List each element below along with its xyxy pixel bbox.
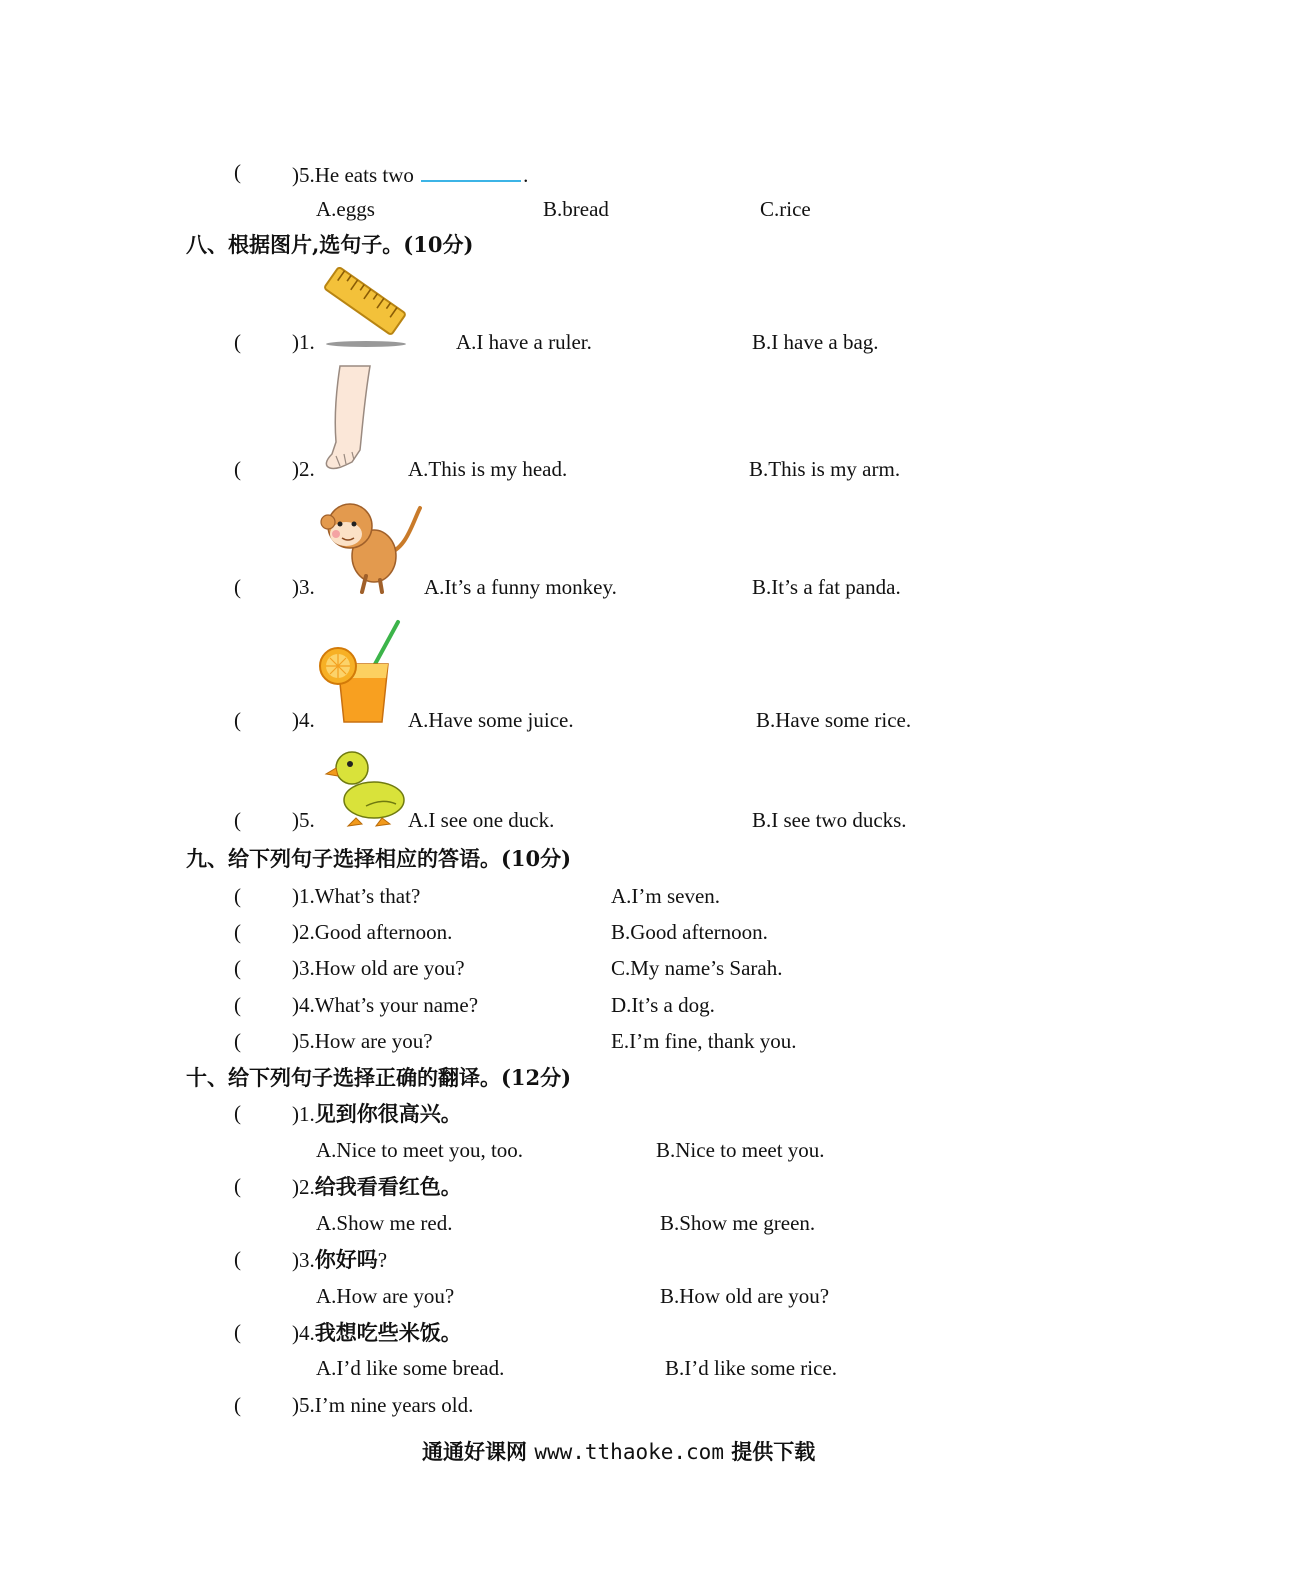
option-b: B.I have a bag. xyxy=(752,330,879,354)
answer-paren[interactable]: ( xyxy=(234,1174,241,1198)
answer-option: A.I’m seven. xyxy=(611,884,721,908)
answer-paren[interactable]: ( xyxy=(234,1247,241,1271)
option-a: A.I see one duck. xyxy=(408,808,555,832)
answer-paren[interactable]: ( xyxy=(234,1393,241,1417)
section-heading-8: 八、根据图片,选句子。(10分) xyxy=(186,232,474,257)
duck-icon xyxy=(326,744,412,830)
option-b: B.Show me green. xyxy=(660,1211,816,1235)
item-number: )2. xyxy=(292,457,315,481)
question-text: )2.Good afternoon. xyxy=(292,920,453,944)
question-text: )4.我想吃些米饭。 xyxy=(292,1320,462,1345)
answer-paren[interactable]: ( xyxy=(234,160,241,184)
answer-option: C.My name’s Sarah. xyxy=(611,956,783,980)
footer-site-name: 通通好课网 xyxy=(422,1439,527,1464)
option-b: B.Nice to meet you. xyxy=(656,1138,825,1162)
item-number: )3. xyxy=(292,575,315,599)
option-a: A.I have a ruler. xyxy=(456,330,592,354)
answer-paren[interactable]: ( xyxy=(234,956,241,980)
option-a: A.I’d like some bread. xyxy=(316,1356,505,1380)
question-text: )3.你好吗? xyxy=(292,1247,388,1272)
option-a: A.Have some juice. xyxy=(408,708,574,732)
answer-paren[interactable]: ( xyxy=(234,884,241,908)
question-text: )1.见到你很高兴。 xyxy=(292,1101,462,1126)
answer-paren[interactable]: ( xyxy=(234,1101,241,1125)
answer-paren[interactable]: ( xyxy=(234,708,241,732)
juice-icon xyxy=(316,618,406,728)
option-a: A.This is my head. xyxy=(408,457,568,481)
ruler-icon xyxy=(318,262,408,352)
option-c: C.rice xyxy=(760,197,811,221)
answer-paren[interactable]: ( xyxy=(234,1029,241,1053)
answer-option: D.It’s a dog. xyxy=(611,993,715,1017)
question-stem: )5.He eats two . xyxy=(292,163,529,187)
option-b: B.How old are you? xyxy=(660,1284,830,1308)
footer-url[interactable]: www.tthaoke.com xyxy=(534,1440,724,1464)
section-heading-9: 九、给下列句子选择相应的答语。(10分) xyxy=(186,846,572,871)
option-a: A.Nice to meet you, too. xyxy=(316,1138,524,1162)
question-text: )5.I’m nine years old. xyxy=(292,1393,474,1417)
answer-paren[interactable]: ( xyxy=(234,993,241,1017)
item-number: )4. xyxy=(292,708,315,732)
monkey-icon xyxy=(316,494,428,596)
option-b: B.I’d like some rice. xyxy=(665,1356,838,1380)
fill-blank[interactable] xyxy=(421,162,521,182)
option-a: A.eggs xyxy=(316,197,375,221)
answer-paren[interactable]: ( xyxy=(234,575,241,599)
item-number: )1. xyxy=(292,330,315,354)
option-b: B.Have some rice. xyxy=(756,708,912,732)
answer-paren[interactable]: ( xyxy=(234,808,241,832)
answer-option: E.I’m fine, thank you. xyxy=(611,1029,797,1053)
option-b: B.I see two ducks. xyxy=(752,808,907,832)
option-b: B.bread xyxy=(543,197,609,221)
answer-paren[interactable]: ( xyxy=(234,457,241,481)
question-text: )1.What’s that? xyxy=(292,884,421,908)
arm-icon xyxy=(318,362,378,474)
section-heading-10: 十、给下列句子选择正确的翻译。(12分) xyxy=(186,1065,572,1090)
answer-paren[interactable]: ( xyxy=(234,330,241,354)
option-b: B.It’s a fat panda. xyxy=(752,575,901,599)
option-a: A.It’s a funny monkey. xyxy=(424,575,617,599)
question-text: )3.How old are you? xyxy=(292,956,465,980)
answer-paren[interactable]: ( xyxy=(234,920,241,944)
option-a: A.Show me red. xyxy=(316,1211,453,1235)
question-text: )4.What’s your name? xyxy=(292,993,479,1017)
footer-credit xyxy=(422,1441,815,1463)
option-a: A.How are you? xyxy=(316,1284,455,1308)
item-number: )5. xyxy=(292,808,315,832)
answer-paren[interactable]: ( xyxy=(234,1320,241,1344)
answer-option: B.Good afternoon. xyxy=(611,920,768,944)
question-text: )2.给我看看红色。 xyxy=(292,1174,462,1199)
footer-download-note: 提供下载 xyxy=(731,1439,816,1464)
question-text: )5.How are you? xyxy=(292,1029,433,1053)
option-b: B.This is my arm. xyxy=(749,457,901,481)
